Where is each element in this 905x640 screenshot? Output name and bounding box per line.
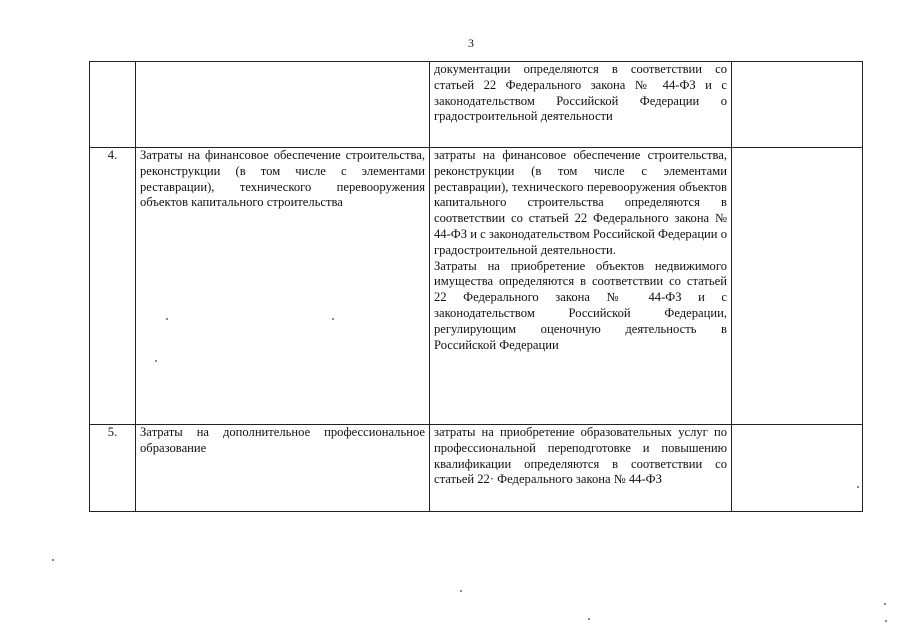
row-number-cell bbox=[90, 62, 136, 148]
row-number-cell: 4. bbox=[90, 148, 136, 425]
scan-speck bbox=[857, 486, 859, 488]
cost-description-cell bbox=[430, 62, 732, 148]
scan-speck bbox=[588, 618, 590, 620]
note-cell bbox=[732, 62, 863, 148]
scan-speck bbox=[885, 620, 887, 622]
row-number-cell: 5. bbox=[90, 425, 136, 512]
scan-speck bbox=[460, 590, 462, 592]
cost-description-cell bbox=[430, 425, 732, 512]
note-cell bbox=[732, 425, 863, 512]
page-number: 3 bbox=[468, 36, 474, 50]
description-paragraph: затраты на финансовое обеспечение строительства, реконструкции (в том числе с элементами реставрации), технического перевооружения объектов капитального строительства определяются в соответствии со статьей 22 Федерального закона № 44-ФЗ и с законодательством Российской Федерации о градостроительной деятельности. bbox=[434, 148, 727, 257]
scan-speck bbox=[155, 360, 157, 362]
table-row bbox=[90, 62, 863, 148]
description-paragraph: Затраты на приобретение объектов недвижимого имущества определяются в соответствии со статьей 22 Федерального закона № 44-ФЗ и с законодательством Российской Федерации, регулирующим оценочную деятельность в Российской Федерации bbox=[434, 258, 727, 352]
description-paragraph: документации определяются в соответствии со статьей 22 Федерального закона № 44-ФЗ и с законодательством Российской Федерации о градостроительной деятельности bbox=[434, 62, 727, 124]
scan-speck bbox=[332, 318, 334, 320]
scan-speck bbox=[166, 318, 168, 320]
scan-speck bbox=[52, 559, 54, 561]
description-paragraph: затраты на приобретение образовательных услуг по профессиональной переподготовке и повышению квалификации определяются в соответствии со статьей 22· Федерального закона № 44-ФЗ bbox=[434, 425, 727, 487]
cost-name-cell bbox=[136, 62, 430, 148]
costs-table bbox=[89, 61, 863, 512]
cost-name-cell: Затраты на дополнительное профессиональное образование bbox=[136, 425, 430, 512]
table-row bbox=[90, 425, 863, 512]
note-cell bbox=[732, 148, 863, 425]
cost-description-cell bbox=[430, 148, 732, 425]
cost-name-cell: Затраты на финансовое обеспечение строительства, реконструкции (в том числе с элементами реставрации), технического перевооружения объектов капитального строительства bbox=[136, 148, 430, 425]
scan-speck bbox=[884, 603, 886, 605]
table-row bbox=[90, 148, 863, 425]
